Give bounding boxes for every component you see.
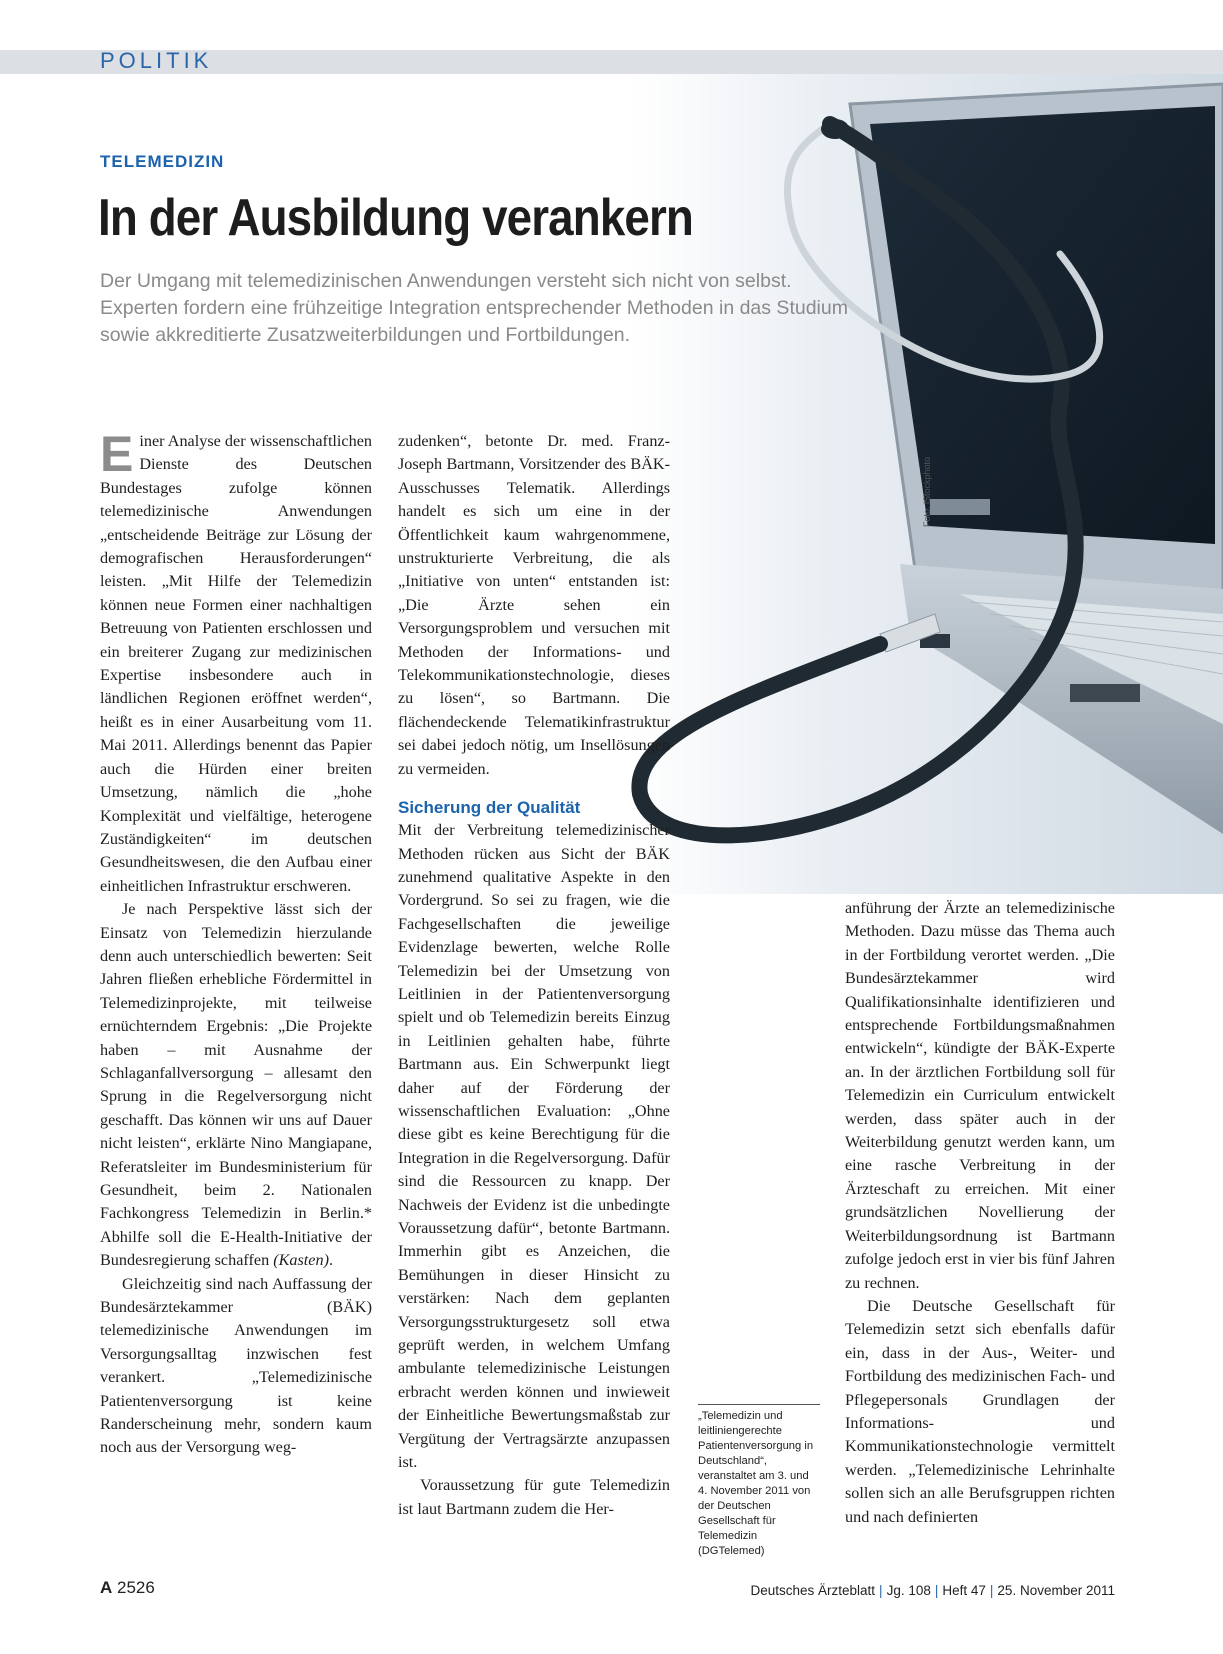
article-column-2: [398, 430, 670, 1521]
journal-volume: Jg. 108: [886, 1583, 931, 1598]
article-lead: Der Umgang mit telemedizinischen Anwendungen versteht sich nicht von selbst. Experten fordern eine frühzeitige Integration entsprechender Methoden in das Studium sowie akkreditierte Zusatzweiterbildungen und Fortbildungen.: [100, 270, 848, 346]
journal-name: Deutsches Ärzteblatt: [750, 1583, 876, 1598]
journal-date: 25. November 2011: [997, 1583, 1115, 1598]
paragraph: zudenken“, betonte Dr. med. Franz-Joseph Bartmann, Vorsitzender des BÄK-Ausschusses Telematik. Allerdings handelt es sich um eine in der Öffentlichkeit kaum wahrgenommene, unstrukturierte Verbreitung, die als „Initiative von unten“ entstanden ist: „Die Ärzte sehen ein Versorgungsproblem und versuchen mit Methoden der Informations- und Telekommunikationstechnologie, dieses zu lösen“, so Bartmann. Die flächendeckende Telematikinfrastruktur sei dabei jedoch nötig, um Insellösungen zu vermeiden.: [398, 432, 670, 778]
journal-footer: Deutsches Ärzteblatt | Jg. 108 | Heft 47 | 25. November 2011: [750, 1583, 1115, 1598]
reference: (Kasten): [273, 1251, 329, 1270]
paragraph: Gleichzeitig sind nach Auffassung der Bundesärztekammer (BÄK) telemedizinische Anwendungen im Versorgungsalltag inzwischen fest verankert. „Telemedizinische Patientenversorgung ist keine Randerscheinung mehr, sondern kaum noch aus der Versorgung weg-: [100, 1274, 372, 1457]
photo-credit: Foto: iStockphoto: [922, 456, 932, 527]
paragraph: anführung der Ärzte an telemedizinische Methoden. Dazu müsse das Thema auch in der Fortbildung verortet werden. „Die Bundesärztekammer wird Qualifikationsinhalte identifizieren und entsprechende Fortbildungsmaßnahmen entwickeln“, kündigte der BÄK-Experte an. In der ärztlichen Fortbildung soll für Telemedizin ein Curriculum entwickelt werden, dass später auch in der Weiterbildung genutzt werden kann, um eine rasche Verbreitung in der Ärzteschaft zu erreichen. Mit einer grundsätzlichen Novellierung der Weiterbildungsordnung ist Bartmann zufolge jedoch erst in vier bis fünf Jahren zu rechnen.: [845, 899, 1115, 1292]
paragraph: Mit der Verbreitung telemedizinischer Methoden rücken aus Sicht der BÄK zunehmend qualitative Aspekte in den Vordergrund. So sei zu fragen, wie die Fachgesellschaften die jeweilige Evidenzlage bewerten, welche Rolle Telemedizin bei der Umsetzung von Leitlinien in der Patientenversorgung spielt und ob Telemedizin bereits Einzug in Leitlinien gehalten habe, führte Bartmann aus. Ein Schwerpunkt liegt daher auf der Förderung der wissenschaftlichen Evaluation: „Ohne diese gibt es keine Berechtigung für die Integration in die Regelversorgung. Dafür sind die Ressourcen zu knapp. Der Nachweis der Evidenz ist die unbedingte Voraussetzung dafür“, betonte Bartmann. Immerhin gibt es Anzeichen, die Bemühungen in dieser Hinsicht zu verstärken: Nach dem geplanten Versorgungsstrukturgesetz soll etwa geprüft werden, in welchem Umfang ambulante telemedizinische Leistungen erbracht werden können und inwieweit der Einheitliche Bewertungsmaßstab zur Vergütung der Vertragsärzte anzupassen ist.: [398, 821, 670, 1472]
footnote: „Telemedizin und leitliniengerechte Patientenversorgung in Deutschland“, veranstaltet am 3. und 4. November 2011 von der Deutschen Gesellschaft für Telemedizin (DGTelemed): [698, 1404, 820, 1559]
paragraph: Je nach Perspektive lässt sich der Einsatz von Telemedizin hierzulande denn auch unterschiedlich bewerten: Seit Jahren fließen erhebliche Fördermittel in Telemedizinprojekte, mit teilweise ernüchterndem Ergebnis: „Die Projekte haben – mit Ausnahme der Schlaganfallversorgung – allesamt den Sprung in die Regelversorgung nicht geschafft. Das können wir uns auf Dauer nicht leisten“, erklärte Nino Mangiapane, Referatsleiter im Bundesministerium für Gesundheit, beim 2. Nationalen Fachkongress Telemedizin in Berlin.* Abhilfe soll die E-Health-Initiative der Bundesregierung schaffen (Kasten).: [100, 900, 372, 1270]
paragraph: Die Deutsche Gesellschaft für Telemedizin setzt sich ebenfalls dafür ein, dass in der Aus-, Weiter- und Fortbildung des medizinischen Fach- und Pflegepersonals Grundlagen der Informations- und Kommunikationstechnologie vermittelt werden. „Telemedizinische Lehrinhalte sollen sich an alle Berufsgruppen richten und nach definierten: [845, 1296, 1115, 1526]
article-column-1: [100, 426, 372, 1460]
subheading: Sicherung der Qualität: [398, 798, 581, 818]
section-label: POLITIK: [100, 48, 213, 73]
paragraph: iner Analyse der wissenschaftlichen Dienste des Deutschen Bundestages zufolge können telemedizinische Anwendungen „entscheidende Beiträge zur Lösung der demografischen Herausforderungen“ leisten. „Mit Hilfe der Telemedizin können neue Formen einer nachhaltigen Betreuung von Patienten erschlossen und ein breiterer Zugang zur medizinischen Expertise insbesondere auch in ländlichen Regionen eröffnet werden“, heißt es in einer Ausarbeitung vom 11. Mai 2011. Allerdings benennt das Papier auch die Hürden einer breiten Umsetzung, nämlich die „hohe Komplexität und vielfältige, heterogene Zuständigkeiten“ im deutschen Gesundheitswesen, die den Aufbau einer einheitlichen Infrastruktur erschweren.: [100, 432, 372, 895]
page-number: A 2526: [100, 1578, 155, 1597]
article-kicker: TELEMEDIZIN: [100, 152, 225, 171]
drop-cap: E: [100, 426, 134, 482]
journal-issue: Heft 47: [942, 1583, 986, 1598]
paragraph: Voraussetzung für gute Telemedizin ist laut Bartmann zudem die Her-: [398, 1476, 670, 1518]
article-column-3: [845, 897, 1115, 1529]
article-headline: In der Ausbildung verankern: [98, 189, 693, 247]
